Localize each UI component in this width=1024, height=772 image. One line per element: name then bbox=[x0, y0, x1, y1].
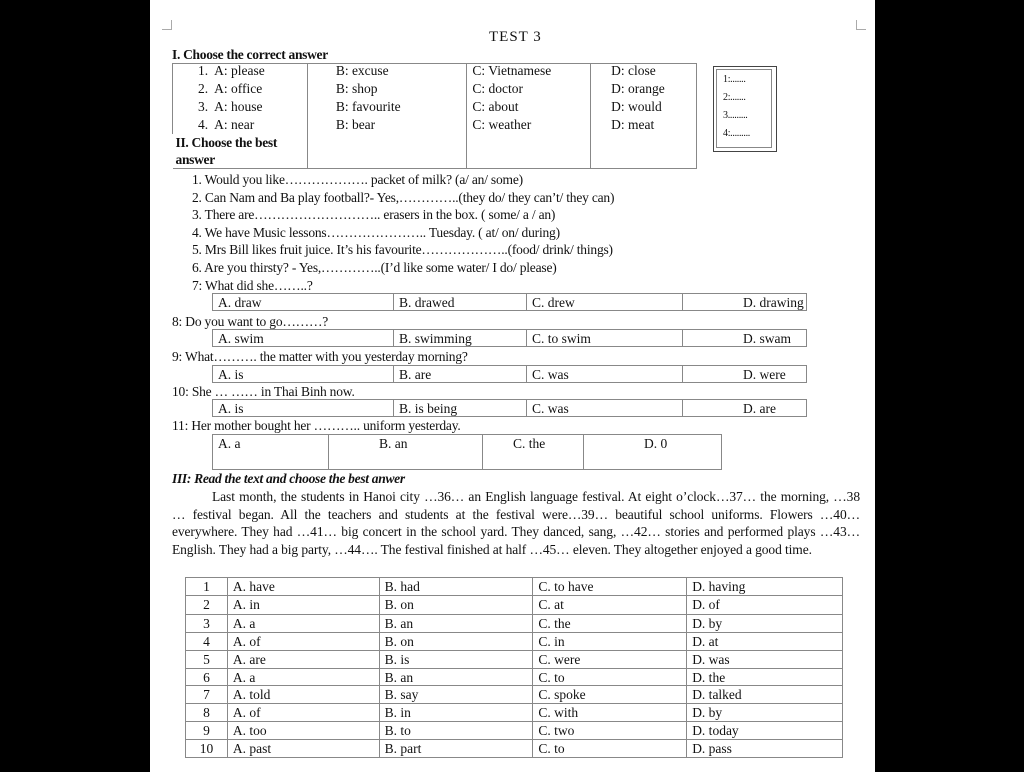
s1-row-1-b: B: excuse bbox=[307, 64, 467, 82]
reading-passage: Last month, the students in Hanoi city …36… an English language festival. At eight o’clock…37… the morning, …38 … festival began. All the teachers and students at the festival were…39… beautiful school uniforms. Flowers …40… everywhere. They had …41… big concert in the school yard. They danced, sang, …42… stories and performed plays …43… English. They had a big party, …44…. The festival finished at half …45… eleven. They altogether enjoyed a good time. bbox=[172, 489, 860, 558]
s3-option-c[interactable]: C. two bbox=[533, 722, 687, 740]
s3-row-number: 3 bbox=[186, 615, 228, 633]
s3-option-b[interactable]: B. an bbox=[379, 615, 533, 633]
s3-option-c[interactable]: C. with bbox=[533, 704, 687, 722]
s3-option-a[interactable]: A. in bbox=[227, 596, 379, 615]
s3-option-a[interactable]: A. past bbox=[227, 740, 379, 758]
q10-option-d[interactable]: D. are bbox=[683, 400, 807, 417]
s3-option-b[interactable]: B. to bbox=[379, 722, 533, 740]
s3-row-number: 10 bbox=[186, 740, 228, 758]
s3-option-d[interactable]: D. talked bbox=[687, 686, 843, 704]
s3-option-c[interactable]: C. to bbox=[533, 669, 687, 686]
s3-option-d[interactable]: D. by bbox=[687, 615, 843, 633]
answer-box bbox=[713, 66, 777, 152]
q10-text: 10: She … …… in Thai Binh now. bbox=[172, 384, 355, 399]
q9-option-a[interactable]: A. is bbox=[213, 366, 394, 383]
q10-option-a[interactable]: A. is bbox=[213, 400, 394, 417]
s3-option-b[interactable]: B. on bbox=[379, 633, 533, 651]
s1-row-2-a: 2. A: office bbox=[173, 82, 308, 100]
q9-options bbox=[212, 365, 807, 383]
s3-option-a[interactable]: A. have bbox=[227, 578, 379, 596]
s3-option-a[interactable]: A. of bbox=[227, 704, 379, 722]
q11-option-a[interactable]: A. a bbox=[213, 435, 329, 470]
s1-row-3-a: 3. A: house bbox=[173, 100, 308, 118]
margin-corner-mark bbox=[856, 20, 866, 30]
s3-option-d[interactable]: D. was bbox=[687, 651, 843, 669]
s2-item-4: 4. We have Music lessons………………….. Tuesday. ( at/ on/ during) bbox=[192, 225, 560, 240]
s3-option-b[interactable]: B. part bbox=[379, 740, 533, 758]
s1-row-4-c: C: weather bbox=[467, 118, 591, 134]
s3-option-b[interactable]: B. in bbox=[379, 704, 533, 722]
answer-slot-3[interactable]: 3......... bbox=[723, 110, 748, 121]
s1-row-4-d: D: meat bbox=[591, 118, 697, 134]
answer-slot-2[interactable]: 2:....... bbox=[723, 92, 746, 103]
section-2-heading: II. Choose the best answer bbox=[173, 134, 308, 169]
q9-option-b[interactable]: B. are bbox=[394, 366, 527, 383]
s3-option-c[interactable]: C. the bbox=[533, 615, 687, 633]
q11-options bbox=[212, 434, 722, 470]
s1-row-2-d: D: orange bbox=[591, 82, 697, 100]
q8-option-a[interactable]: A. swim bbox=[213, 330, 394, 347]
s3-option-d[interactable]: D. of bbox=[687, 596, 843, 615]
s3-option-a[interactable]: A. too bbox=[227, 722, 379, 740]
q11-option-b[interactable]: B. an bbox=[329, 435, 483, 470]
q10-option-b[interactable]: B. is being bbox=[394, 400, 527, 417]
section-1-heading: I. Choose the correct answer bbox=[172, 47, 328, 62]
answer-slot-1[interactable]: 1:....... bbox=[723, 74, 746, 85]
q8-option-b[interactable]: B. swimming bbox=[394, 330, 527, 347]
s3-option-a[interactable]: A. a bbox=[227, 669, 379, 686]
page-title: TEST 3 bbox=[489, 29, 542, 45]
s3-option-c[interactable]: C. to have bbox=[533, 578, 687, 596]
q10-options bbox=[212, 399, 807, 417]
s2-item-5: 5. Mrs Bill likes fruit juice. It’s his favourite………………..(food/ drink/ things) bbox=[192, 242, 613, 257]
s2-item-6: 6. Are you thirsty? - Yes,…………..(I’d like some water/ I do/ please) bbox=[192, 260, 557, 275]
q7-option-d[interactable]: D. drawing bbox=[683, 294, 807, 311]
s3-option-d[interactable]: D. at bbox=[687, 633, 843, 651]
s3-option-b[interactable]: B. is bbox=[379, 651, 533, 669]
s3-row-number: 5 bbox=[186, 651, 228, 669]
s3-option-b[interactable]: B. had bbox=[379, 578, 533, 596]
q11-text: 11: Her mother bought her ……….. uniform yesterday. bbox=[172, 418, 461, 433]
q8-options bbox=[212, 329, 807, 347]
answer-slot-4[interactable]: 4:......... bbox=[723, 128, 750, 139]
section-1-table bbox=[172, 63, 697, 169]
section-3-table bbox=[185, 577, 843, 758]
s3-row-number: 6 bbox=[186, 669, 228, 686]
s1-row-4-a: 4. A: near bbox=[173, 118, 308, 134]
s1-row-3-d: D: would bbox=[591, 100, 697, 118]
s3-row-number: 7 bbox=[186, 686, 228, 704]
s3-row-number: 8 bbox=[186, 704, 228, 722]
s1-row-1-c: C: Vietnamese bbox=[467, 64, 591, 82]
s2-item-2: 2. Can Nam and Ba play football?- Yes,…………..(they do/ they can’t/ they can) bbox=[192, 190, 615, 205]
s3-option-a[interactable]: A. of bbox=[227, 633, 379, 651]
q7-option-c[interactable]: C. drew bbox=[527, 294, 683, 311]
s1-row-4-b: B: bear bbox=[307, 118, 467, 134]
s3-option-c[interactable]: C. in bbox=[533, 633, 687, 651]
q7-option-b[interactable]: B. drawed bbox=[394, 294, 527, 311]
s1-row-1-d: D: close bbox=[591, 64, 697, 82]
s1-row-2-b: B: shop bbox=[307, 82, 467, 100]
s3-option-c[interactable]: C. to bbox=[533, 740, 687, 758]
q11-option-d[interactable]: D. 0 bbox=[584, 435, 722, 470]
s3-option-c[interactable]: C. at bbox=[533, 596, 687, 615]
q11-option-c[interactable]: C. the bbox=[483, 435, 584, 470]
margin-corner-mark bbox=[162, 20, 172, 30]
s3-row-number: 9 bbox=[186, 722, 228, 740]
s3-option-a[interactable]: A. told bbox=[227, 686, 379, 704]
s3-option-d[interactable]: D. by bbox=[687, 704, 843, 722]
s3-row-number: 2 bbox=[186, 596, 228, 615]
s3-row-number: 4 bbox=[186, 633, 228, 651]
q9-option-d[interactable]: D. were bbox=[683, 366, 807, 383]
q7-option-a[interactable]: A. draw bbox=[213, 294, 394, 311]
s1-row-3-b: B: favourite bbox=[307, 100, 467, 118]
q8-option-d[interactable]: D. swam bbox=[683, 330, 807, 347]
s1-row-2-c: C: doctor bbox=[467, 82, 591, 100]
s3-option-a[interactable]: A. are bbox=[227, 651, 379, 669]
s1-row-3-c: C: about bbox=[467, 100, 591, 118]
s3-option-c[interactable]: C. were bbox=[533, 651, 687, 669]
s3-row-number: 1 bbox=[186, 578, 228, 596]
q10-option-c[interactable]: C. was bbox=[527, 400, 683, 417]
q9-option-c[interactable]: C. was bbox=[527, 366, 683, 383]
q8-text: 8: Do you want to go………? bbox=[172, 314, 329, 329]
s3-option-d[interactable]: D. having bbox=[687, 578, 843, 596]
s2-item-7: 7: What did she……..? bbox=[192, 278, 313, 293]
s3-option-d[interactable]: D. the bbox=[687, 669, 843, 686]
s3-option-d[interactable]: D. today bbox=[687, 722, 843, 740]
s1-row-1-a: 1. A: please bbox=[173, 64, 308, 82]
s2-item-1: 1. Would you like………………. packet of milk? (a/ an/ some) bbox=[192, 172, 523, 187]
s3-option-b[interactable]: B. an bbox=[379, 669, 533, 686]
q8-option-c[interactable]: C. to swim bbox=[527, 330, 683, 347]
s3-option-d[interactable]: D. pass bbox=[687, 740, 843, 758]
document-page bbox=[150, 0, 875, 772]
s3-option-c[interactable]: C. spoke bbox=[533, 686, 687, 704]
s3-option-b[interactable]: B. on bbox=[379, 596, 533, 615]
s2-item-3: 3. There are……………………….. erasers in the box. ( some/ a / an) bbox=[192, 207, 556, 222]
q7-options bbox=[212, 293, 807, 311]
s3-option-b[interactable]: B. say bbox=[379, 686, 533, 704]
q9-text: 9: What………. the matter with you yesterday morning? bbox=[172, 349, 468, 364]
section-3-heading: III: Read the text and choose the best anwer bbox=[172, 471, 405, 486]
s3-option-a[interactable]: A. a bbox=[227, 615, 379, 633]
